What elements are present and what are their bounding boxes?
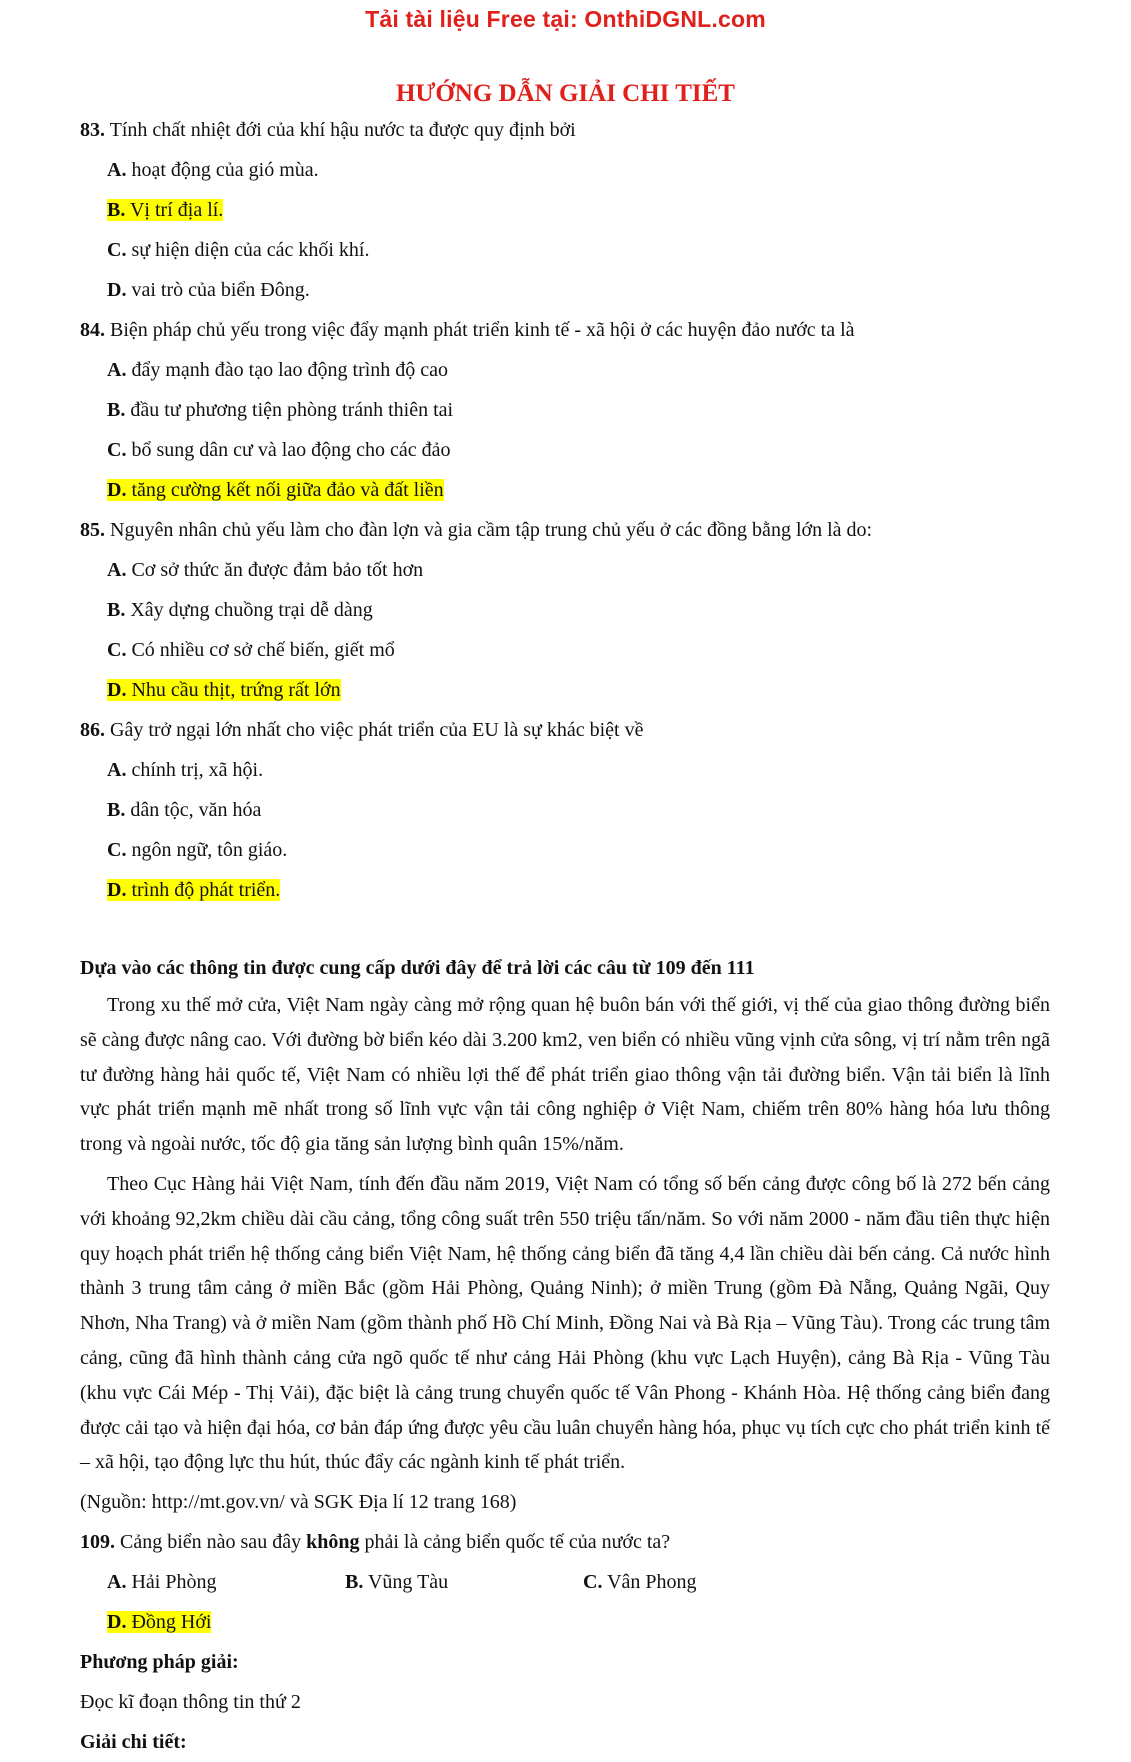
- option-text: tăng cường kết nối giữa đảo và đất liền: [126, 479, 444, 501]
- question-text: Tính chất nhiệt đới của khí hậu nước ta được quy định bởi: [105, 119, 576, 141]
- option-letter: B.: [345, 1571, 364, 1594]
- option-text: dân tộc, văn hóa: [125, 799, 262, 821]
- question-number: 109.: [80, 1531, 115, 1554]
- option-c: [107, 430, 582, 470]
- option-letter: C.: [107, 239, 127, 261]
- question-109: [80, 1522, 1050, 1642]
- option-letter: C.: [107, 639, 127, 661]
- method-label: Phương pháp giải:: [80, 1651, 239, 1674]
- question-text: Biện pháp chủ yếu trong việc đẩy mạnh phát triển kinh tế - xã hội ở các huyện đảo nước ta là: [105, 319, 855, 341]
- option-letter: B.: [107, 799, 126, 821]
- reading-passage: [80, 988, 1050, 1480]
- option-letter: A.: [107, 759, 127, 781]
- question-number: 83.: [80, 119, 105, 141]
- options-list: [80, 550, 1050, 710]
- option-letter: C.: [107, 439, 127, 461]
- option-letter: C.: [107, 839, 127, 861]
- question-text: Gây trở ngại lớn nhất cho việc phát triển của EU là sự khác biệt về: [105, 719, 644, 741]
- passage-paragraph-2: Theo Cục Hàng hải Việt Nam, tính đến đầu năm 2019, Việt Nam có tổng số bến cảng được công bố là 272 bến cảng với khoảng 92,2km chiều dài cầu cảng, tổng công suất trên 550 triệu tấn/năm. So với năm 2000 - năm đầu tiên thực hiện quy hoạch phát triển hệ thống cảng biển Việt Nam, hệ thống cảng biển đã tăng 4,4 lần chiều dài bến cảng. Cả nước hình thành 3 trung tâm cảng ở miền Bắc (gồm Hải Phòng, Quảng Ninh); ở miền Trung (gồm Đà Nẵng, Quảng Ngãi, Quy Nhơn, Nha Trang) và ở miền Nam (gồm thành phố Hồ Chí Minh, Đồng Nai và Bà Rịa – Vũng Tàu). Trong các trung tâm cảng, cũng đã hình thành cảng cửa ngõ quốc tế như cảng Hải Phòng (khu vực Lạch Huyện), cảng Bà Rịa - Vũng Tàu (khu vực Cái Mép - Thị Vải), đặc biệt là cảng trung chuyển quốc tế Vân Phong - Khánh Hòa. Hệ thống cảng biển đang được cải tạo và hiện đại hóa, cơ bản đáp ứng được yêu cầu luân chuyển hàng hóa, phục vụ tích cực cho phát triển kinh tế – xã hội, tạo động lực thu hút, thúc đẩy các ngành kinh tế phát triển.: [80, 1172, 1050, 1474]
- option-letter: B.: [107, 599, 126, 621]
- source-citation: (Nguồn: http://mt.gov.vn/ và SGK Địa lí 12 trang 168): [80, 1491, 517, 1514]
- option-letter: D.: [107, 279, 127, 301]
- option-b: [107, 790, 582, 830]
- option-a: [107, 350, 582, 390]
- option-letter: D.: [107, 1611, 127, 1634]
- question-83: [80, 110, 1050, 310]
- option-d-answer: [107, 870, 582, 910]
- option-text: Cơ sở thức ăn được đảm bảo tốt hơn: [126, 559, 424, 581]
- option-b: [107, 590, 582, 630]
- option-text: đẩy mạnh đào tạo lao động trình độ cao: [126, 359, 449, 381]
- option-text: đầu tư phương tiện phòng tránh thiên tai: [125, 399, 454, 421]
- question-stem: [80, 310, 1050, 350]
- question-text-before: Cảng biển nào sau đây: [115, 1531, 307, 1554]
- option-text: trình độ phát triển.: [126, 879, 281, 901]
- option-d: [107, 270, 582, 310]
- option-text: Vị trí địa lí.: [125, 199, 224, 221]
- page-title: HƯỚNG DẪN GIẢI CHI TIẾT: [396, 80, 735, 107]
- question-number: 86.: [80, 719, 105, 741]
- option-text: hoạt động của gió mùa.: [126, 159, 319, 181]
- document-body: [80, 110, 1050, 1762]
- question-stem: [80, 1522, 1050, 1562]
- question-84: [80, 310, 1050, 510]
- option-text: Vân Phong: [602, 1571, 697, 1594]
- passage-paragraph-1: Trong xu thế mở cửa, Việt Nam ngày càng mở rộng quan hệ buôn bán với thế giới, vị thế của giao thông đường biển sẽ càng được nâng cao. Với đường bờ biển kéo dài 3.200 km2, ven biển có nhiều vũng vịnh cửa sông, vị trí nằm trên ngã tư đường hàng hải quốc tế, Việt Nam có nhiều lợi thế để phát triển giao thông vận tải đường biển. Vận tải biển là lĩnh vực phát triển mạnh mẽ nhất trong số lĩnh vực vận tải công nghiệp ở Việt Nam, chiếm trên 80% hàng hóa lưu thông trong và ngoài nước, tốc độ gia tăng sản lượng bình quân 15%/năm.: [80, 994, 1050, 1156]
- option-letter: C.: [583, 1571, 603, 1594]
- option-text: Vũng Tàu: [363, 1571, 449, 1594]
- option-text: Hải Phòng: [126, 1571, 217, 1594]
- option-b: [107, 390, 582, 430]
- option-letter: A.: [107, 559, 127, 581]
- question-text-emphasis: không: [306, 1531, 360, 1554]
- option-letter: A.: [107, 1571, 127, 1594]
- option-a: [107, 550, 582, 590]
- question-stem: [80, 110, 1050, 150]
- question-stem: [80, 710, 1050, 750]
- question-86: [80, 710, 1050, 910]
- option-text: sự hiện diện của các khối khí.: [126, 239, 370, 261]
- option-text: Nhu cầu thịt, trứng rất lớn: [126, 679, 341, 701]
- option-text: Có nhiều cơ sở chế biến, giết mổ: [126, 639, 395, 661]
- option-c: [583, 1562, 821, 1602]
- options-list: [80, 1562, 1050, 1642]
- options-list: [80, 750, 1050, 910]
- question-stem: [80, 510, 1050, 550]
- question-85: [80, 510, 1050, 710]
- download-banner: Tải tài liệu Free tại: OnthiDGNL.com: [365, 6, 766, 32]
- option-a: [107, 150, 582, 190]
- option-text: ngôn ngữ, tôn giáo.: [126, 839, 288, 861]
- question-text-after: phải là cảng biển quốc tế của nước ta?: [359, 1531, 671, 1554]
- option-d-answer: [107, 1602, 345, 1642]
- option-text: Xây dựng chuồng trại dễ dàng: [125, 599, 373, 621]
- option-letter: B.: [107, 399, 126, 421]
- option-a: [107, 750, 582, 790]
- option-letter: D.: [107, 679, 127, 701]
- option-text: Đồng Hới: [126, 1611, 212, 1634]
- detail-label: Giải chi tiết:: [80, 1731, 187, 1754]
- question-number: 85.: [80, 519, 105, 541]
- option-d-answer: [107, 670, 582, 710]
- option-letter: D.: [107, 879, 127, 901]
- option-d-answer: [107, 470, 582, 510]
- option-text: vai trò của biển Đông.: [126, 279, 310, 301]
- option-b-answer: [107, 190, 582, 230]
- option-text: bổ sung dân cư và lao động cho các đảo: [126, 439, 451, 461]
- option-a: [107, 1562, 345, 1602]
- option-letter: B.: [107, 199, 126, 221]
- option-c: [107, 230, 582, 270]
- option-c: [107, 630, 582, 670]
- option-text: chính trị, xã hội.: [126, 759, 264, 781]
- option-c: [107, 830, 582, 870]
- section-heading: Dựa vào các thông tin được cung cấp dưới đây để trả lời các câu từ 109 đến 111: [80, 957, 755, 979]
- options-list: [80, 150, 1050, 310]
- option-letter: A.: [107, 359, 127, 381]
- option-b: [345, 1562, 583, 1602]
- method-text: Đọc kĩ đoạn thông tin thứ 2: [80, 1691, 301, 1714]
- option-letter: A.: [107, 159, 127, 181]
- question-number: 84.: [80, 319, 105, 341]
- question-text: Nguyên nhân chủ yếu làm cho đàn lợn và gia cầm tập trung chủ yếu ở các đồng bằng lớn là do:: [105, 519, 873, 541]
- options-list: [80, 350, 1050, 510]
- option-letter: D.: [107, 479, 127, 501]
